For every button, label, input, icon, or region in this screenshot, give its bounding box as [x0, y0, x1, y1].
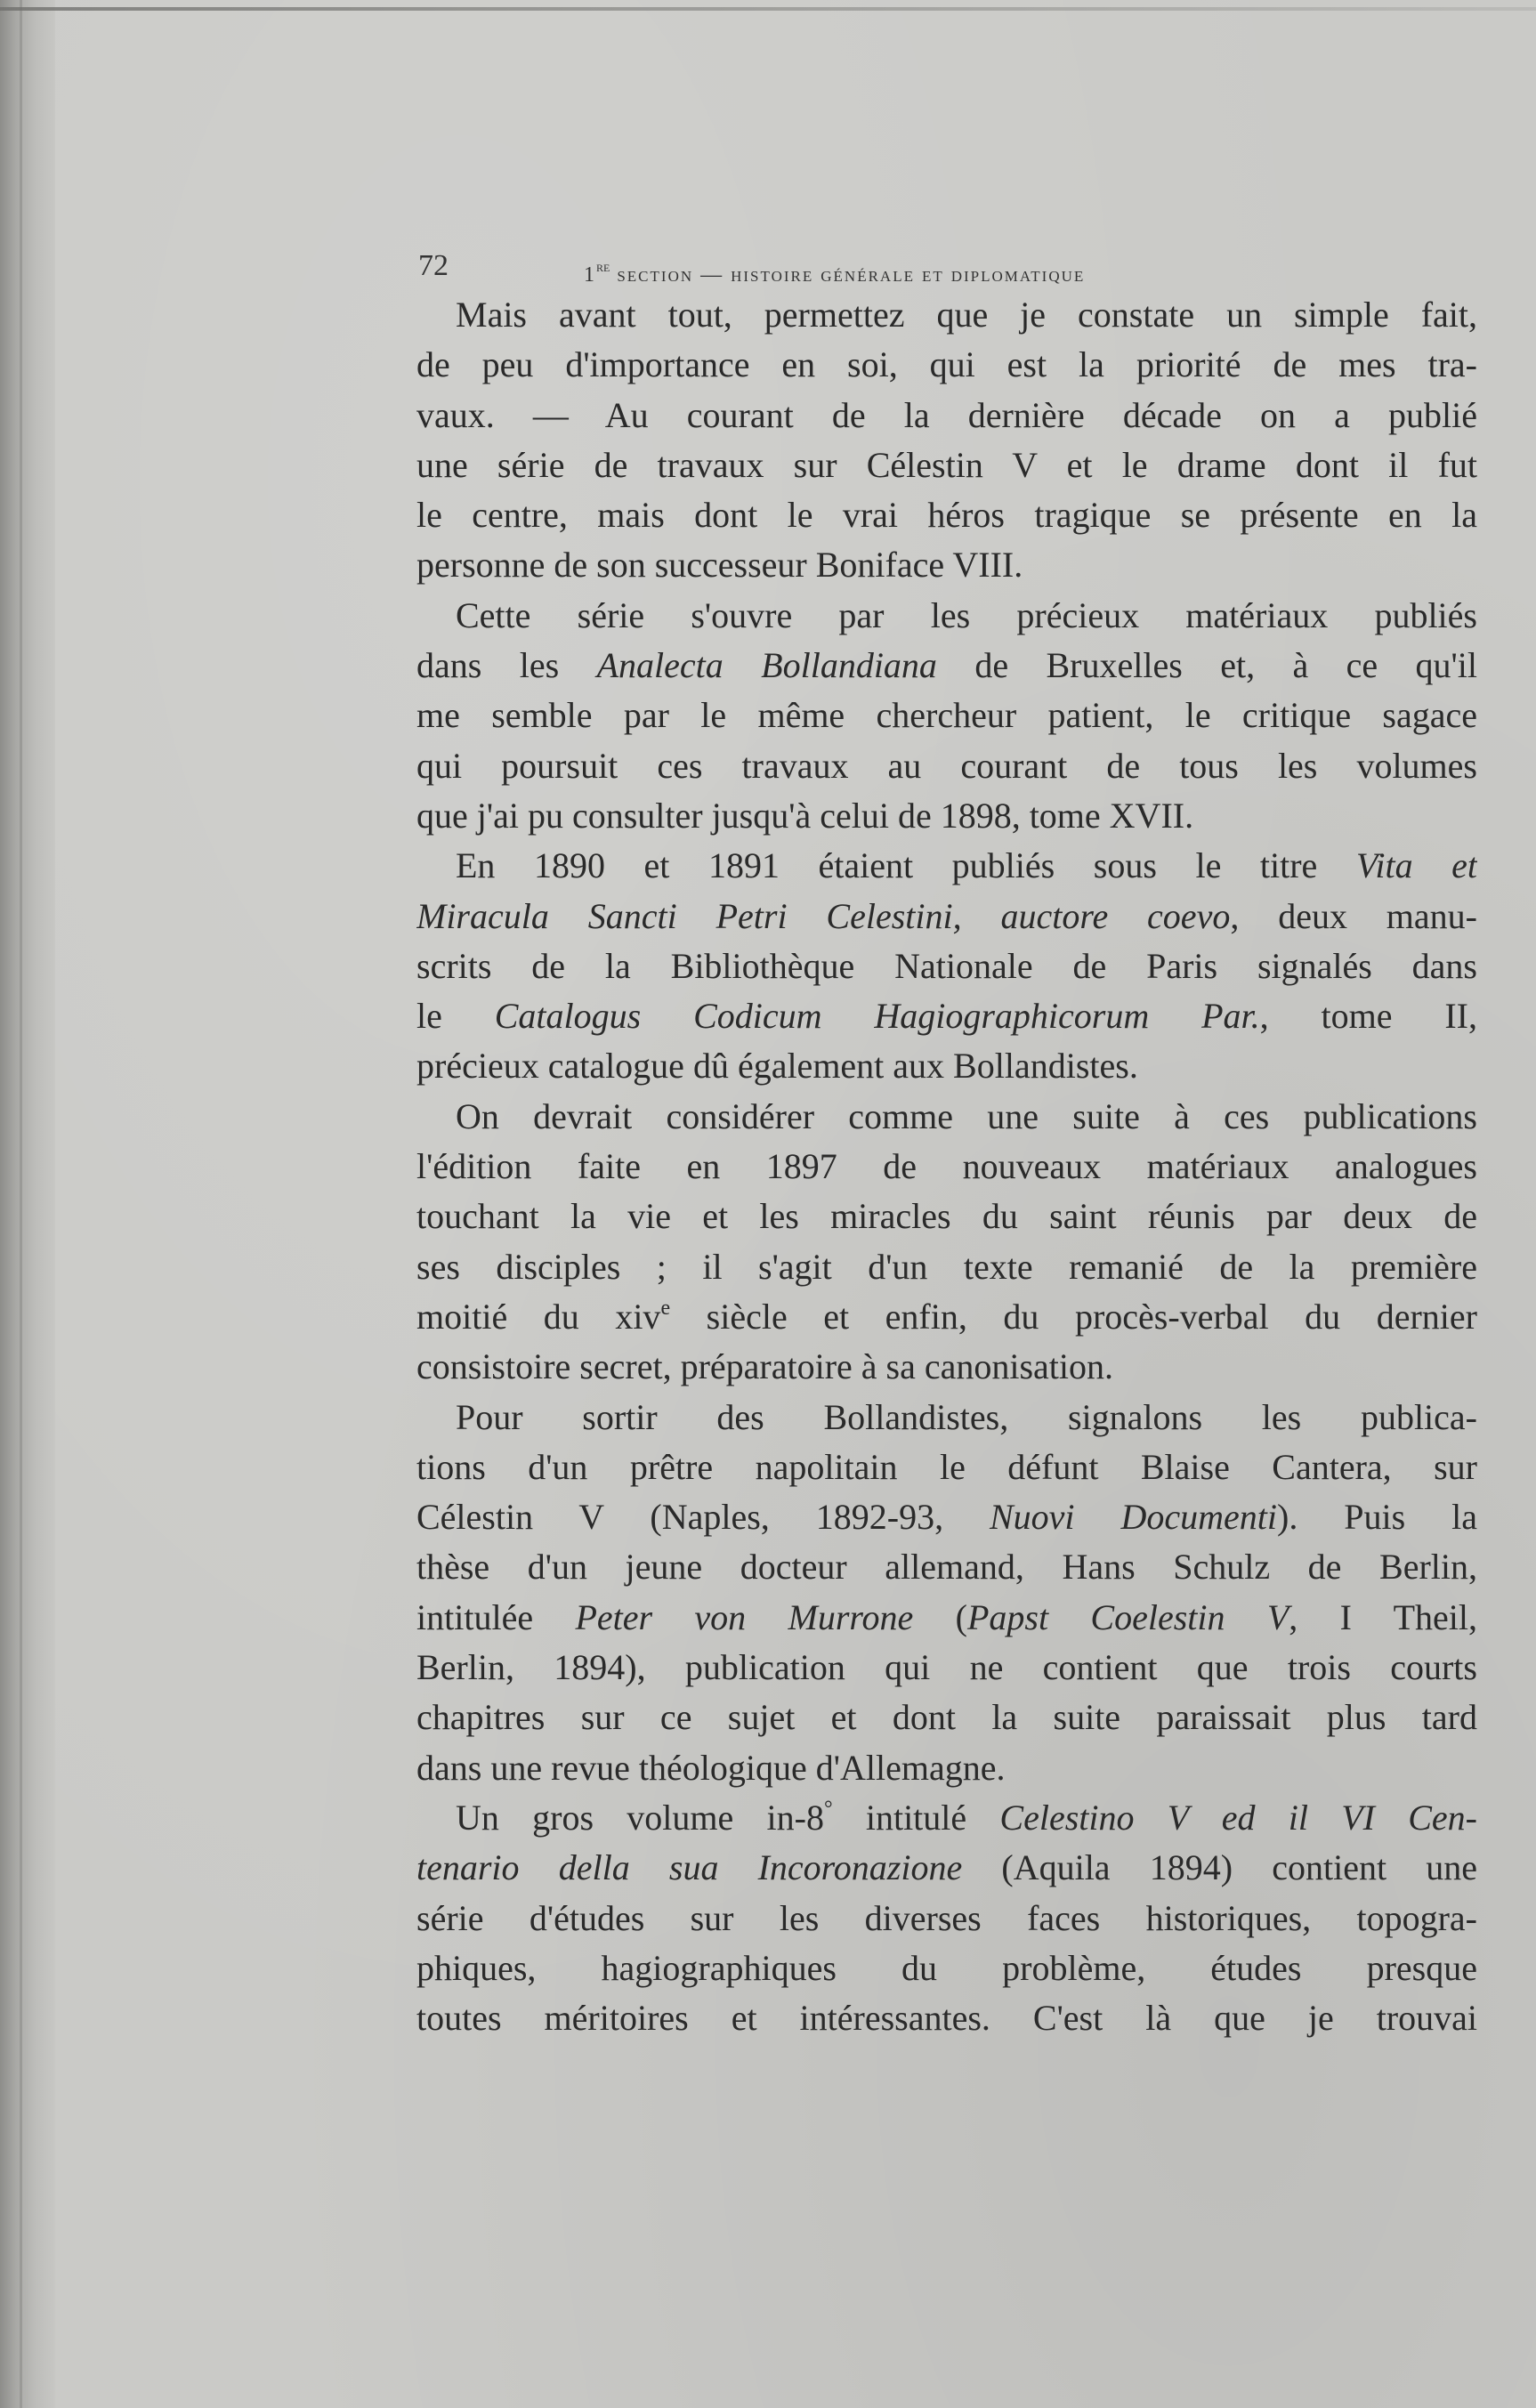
text-line — [416, 841, 1477, 891]
text-line: touchant la vie et les miracles du saint réunis par deux de — [416, 1196, 1477, 1237]
paragraph — [416, 591, 1477, 841]
text-line: On devrait considérer comme une suite à ces publications — [456, 1095, 1477, 1136]
binding-crease — [20, 0, 22, 2408]
italic-title: Vita et — [1355, 845, 1477, 886]
text-line — [416, 641, 1477, 691]
text-line: toutes méritoires et intéressantes. C'est là que je trouvai — [416, 1998, 1477, 2039]
running-head — [416, 238, 1477, 290]
text-line: scrits de la Bibliothèque Nationale de Paris signalés dans — [416, 945, 1477, 986]
text-line: qui poursuit ces travaux au courant de tous les volumes — [416, 745, 1477, 786]
paragraph — [416, 841, 1477, 1091]
text-line-rich: Miracula Sancti Petri Celestini, auctore coevo, deux manu- — [416, 895, 1477, 936]
text-line: me semble par le même chercheur patient, le critique sagace — [416, 695, 1477, 736]
body-text — [416, 290, 1477, 2043]
text-line: vaux. — Au courant de la dernière décade on a publié — [416, 394, 1477, 435]
book-binding-edge — [0, 0, 55, 2408]
text-line — [416, 991, 1477, 1041]
italic-title: Peter von Murrone — [575, 1596, 914, 1637]
section-ordinal: re — [596, 258, 610, 275]
text-line-rich: dans les Analecta Bollandiana de Bruxelles et, à ce qu'il — [416, 645, 1477, 686]
italic-title: Nuovi Documenti — [990, 1497, 1277, 1538]
top-edge-shadow — [0, 7, 1536, 11]
text-line: Pour sortir des Bollandistes, signalons les publica- — [456, 1396, 1477, 1437]
text-line — [416, 892, 1477, 941]
italic-title: Celestino V ed il VI Cen- — [999, 1797, 1477, 1838]
superscript: ° — [823, 1797, 833, 1821]
text-line — [416, 1793, 1477, 1843]
text-line: l'édition faite en 1897 de nouveaux matériaux analogues — [416, 1146, 1477, 1187]
text-line — [416, 1492, 1477, 1542]
text-line: que j'ai pu consulter jusqu'à celui de 1898, tome XVII. — [416, 795, 1194, 836]
text-line: dans une revue théologique d'Allemagne. — [416, 1747, 1006, 1788]
text-line-rich: intitulée Peter von Murrone (Papst Coelestin V, I Theil, — [416, 1596, 1477, 1637]
text-line: Berlin, 1894), publication qui ne contient que trois courts — [416, 1647, 1477, 1688]
text-line — [416, 1843, 1477, 1893]
italic-title: Papst Coelestin V — [966, 1596, 1289, 1637]
text-line-rich: Un gros volume in-8° intitulé Celestino V ed il VI Cen- — [456, 1797, 1477, 1838]
text-line: tions d'un prêtre napolitain le défunt Blaise Cantera, sur — [416, 1446, 1477, 1487]
text-line: série d'études sur les diverses faces historiques, topogra- — [416, 1897, 1477, 1938]
text-line: ses disciples ; il s'agit d'un texte remanié de la première — [416, 1246, 1477, 1287]
italic-title: tenario della sua Incoronazione — [416, 1847, 963, 1888]
text-line: Cette série s'ouvre par les précieux matériaux publiés — [456, 594, 1477, 635]
paragraph — [416, 1793, 1477, 2043]
text-line: une série de travaux sur Célestin V et le drame dont il fut — [416, 444, 1477, 485]
paragraph — [416, 1393, 1477, 1793]
text-line — [416, 1593, 1477, 1643]
text-line: Mais avant tout, permettez que je constate un simple fait, — [456, 295, 1477, 335]
text-line: consistoire secret, préparatoire à sa canonisation. — [416, 1346, 1114, 1387]
italic-title: Catalogus Codicum Hagiographicorum Par. — [494, 996, 1260, 1037]
italic-title: Analecta Bollandiana — [596, 645, 937, 686]
text-line: le centre, mais dont le vrai héros tragique se présente en la — [416, 495, 1477, 536]
section-title: section — histoire générale et diplomatique — [610, 263, 1086, 287]
text-line: de peu d'importance en soi, qui est la priorité de mes tra- — [416, 344, 1477, 385]
running-title — [584, 258, 1085, 287]
text-line-rich: Célestin V (Naples, 1892-93, Nuovi Documenti). Puis la — [416, 1497, 1477, 1538]
page-number: 72 — [418, 249, 449, 282]
superscript: e — [660, 1296, 671, 1320]
paragraph — [416, 290, 1477, 591]
text-line-rich: tenario della sua Incoronazione (Aquila 1894) contient une — [416, 1847, 1477, 1888]
paragraph — [416, 1092, 1477, 1393]
section-number: 1 — [584, 263, 596, 287]
text-line: phiques, hagiographiques du problème, études presque — [416, 1947, 1477, 1988]
text-line: personne de son successeur Boniface VIII. — [416, 545, 1023, 586]
text-line: précieux catalogue dû également aux Bollandistes. — [416, 1046, 1138, 1087]
text-line-rich: En 1890 et 1891 étaient publiés sous le titre Vita et — [456, 845, 1477, 886]
text-line-rich: le Catalogus Codicum Hagiographicorum Par., tome II, — [416, 996, 1477, 1037]
text-line: chapitres sur ce sujet et dont la suite paraissait plus tard — [416, 1697, 1477, 1738]
book-page — [416, 238, 1477, 2043]
italic-title: Miracula Sancti Petri Celestini, auctore coevo — [416, 895, 1231, 936]
text-line-rich: moitié du xiv$^e$ siècle et enfin, du procès-verbal du dernier — [416, 1296, 1477, 1337]
text-line — [416, 1292, 1477, 1342]
text-line: thèse d'un jeune docteur allemand, Hans Schulz de Berlin, — [416, 1547, 1477, 1588]
